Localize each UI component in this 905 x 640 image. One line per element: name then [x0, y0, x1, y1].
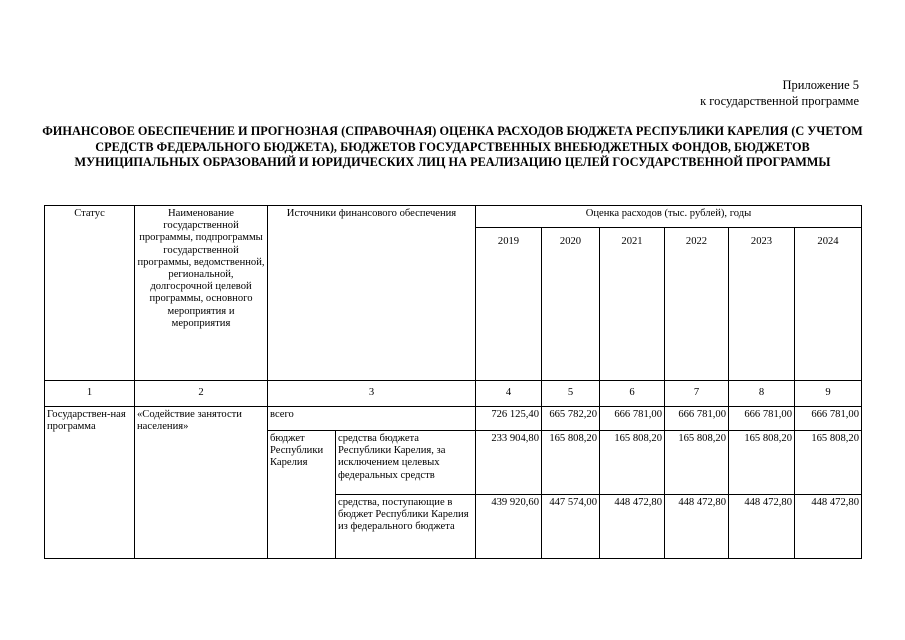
value-cell: 726 125,40 — [476, 407, 542, 431]
appendix-note — [700, 77, 859, 109]
table-row — [45, 407, 862, 431]
value-cell: 233 904,80 — [476, 431, 542, 495]
col-number: 9 — [795, 381, 862, 407]
year-cell: 2019 — [476, 228, 542, 381]
value-cell: 439 920,60 — [476, 495, 542, 559]
value-cell: 448 472,80 — [795, 495, 862, 559]
value-cell: 165 808,20 — [729, 431, 795, 495]
value-cell: 666 781,00 — [600, 407, 665, 431]
program-name: «Содействие занятости населения» — [135, 407, 268, 559]
column-number-row — [45, 381, 862, 407]
col-number: 1 — [45, 381, 135, 407]
year-cell: 2022 — [665, 228, 729, 381]
header-status: Статус — [45, 206, 135, 381]
program-status: Государствен-ная программа — [45, 407, 135, 559]
source-cell: средства бюджета Республики Карелия, за исключением целевых федеральных средств — [336, 431, 476, 495]
col-number: 2 — [135, 381, 268, 407]
document-title: ФИНАНСОВОЕ ОБЕСПЕЧЕНИЕ И ПРОГНОЗНАЯ (СПРАВОЧНАЯ) ОЦЕНКА РАСХОДОВ БЮДЖЕТА РЕСПУБЛИКИ КАРЕЛИЯ (С УЧЕТОМ СРЕДСТВ ФЕДЕРАЛЬНОГО БЮДЖЕТА), БЮДЖЕТОВ ГОСУДАРСТВЕННЫХ ВНЕБЮДЖЕТНЫХ ФОНДОВ, БЮДЖЕТОВ МУНИЦИПАЛЬНЫХ ОБРАЗОВАНИЙ И ЮРИДИЧЕСКИХ ЛИЦ НА РЕАЛИЗАЦИЮ ЦЕЛЕЙ ГОСУДАРСТВЕННОЙ ПРОГРАММЫ — [42, 124, 863, 169]
col-number: 3 — [268, 381, 476, 407]
value-cell: 666 781,00 — [665, 407, 729, 431]
appendix-line-1: Приложение 5 — [782, 78, 859, 92]
value-cell: 448 472,80 — [729, 495, 795, 559]
header-row — [45, 206, 862, 228]
col-number: 8 — [729, 381, 795, 407]
value-cell: 165 808,20 — [795, 431, 862, 495]
source-group: бюджет Республики Карелия — [268, 431, 336, 559]
year-cell: 2024 — [795, 228, 862, 381]
value-cell: 666 781,00 — [729, 407, 795, 431]
year-cell: 2020 — [542, 228, 600, 381]
source-cell: средства, поступающие в бюджет Республики Карелия из федерального бюджета — [336, 495, 476, 559]
value-cell: 665 782,20 — [542, 407, 600, 431]
value-cell: 165 808,20 — [600, 431, 665, 495]
source-cell: всего — [268, 407, 476, 431]
col-number: 5 — [542, 381, 600, 407]
year-cell: 2021 — [600, 228, 665, 381]
value-cell: 447 574,00 — [542, 495, 600, 559]
col-number: 6 — [600, 381, 665, 407]
value-cell: 165 808,20 — [665, 431, 729, 495]
col-number: 4 — [476, 381, 542, 407]
col-number: 7 — [665, 381, 729, 407]
header-sources: Источники финансового обеспечения — [268, 206, 476, 381]
value-cell: 666 781,00 — [795, 407, 862, 431]
finance-table — [44, 205, 862, 559]
value-cell: 448 472,80 — [665, 495, 729, 559]
value-cell: 448 472,80 — [600, 495, 665, 559]
header-name: Наименование государственной программы, подпрограммы государственной программы, ведомственной, региональной, долгосрочной целевой программы, основного мероприятия и мероприятия — [135, 206, 268, 381]
appendix-line-2: к государственной программе — [700, 94, 859, 108]
year-cell: 2023 — [729, 228, 795, 381]
value-cell: 165 808,20 — [542, 431, 600, 495]
header-estimate: Оценка расходов (тыс. рублей), годы — [476, 206, 862, 228]
